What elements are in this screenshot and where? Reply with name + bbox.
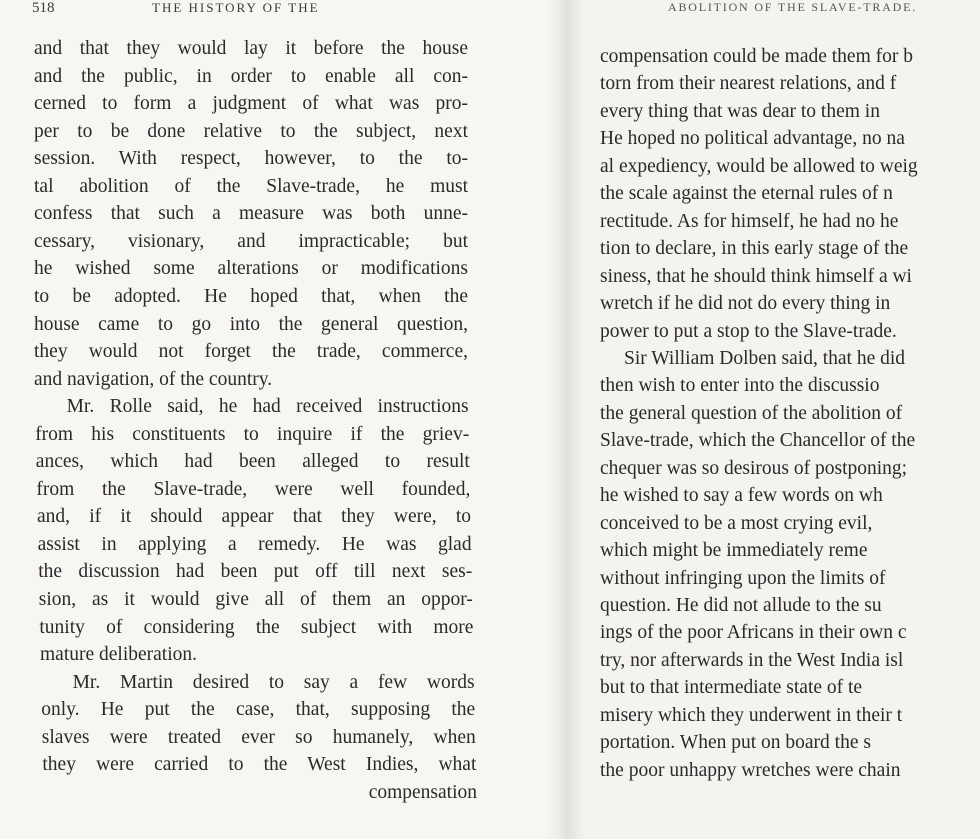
left-text-line: ances, which had been alleged to result [35,451,470,473]
left-text-line: and that they would lay it before the house [34,38,468,59]
left-text-line: slaves were treated ever so humanely, when [41,726,476,748]
left-text-line: and the public, in order to enable all con- [34,65,468,87]
left-text-line: from his constituents to inquire if the griev- [35,423,470,445]
right-text-line: compensation could be made them for b [600,46,913,67]
right-text-line: try, nor afterwards in the West India isl [600,649,904,671]
right-text-line: wretch if he did not do every thing in [600,293,891,315]
left-text-line: they would not forget the trade, commerce, [34,341,468,363]
page-number: 518 [32,0,55,16]
right-text-line: tion to declare, in this early stage of the [600,238,909,260]
running-head-left: THE HISTORY OF THE [152,0,320,15]
right-text-line: conceived to be a most crying evil, [600,512,873,534]
left-text-line: and, if it should appear that they were, to [37,506,471,528]
right-text-line: He hoped no political advantage, no na [600,128,905,150]
right-text-line: chequer was so desirous of postponing; [600,457,908,479]
right-text-line: which might be immediately reme [600,540,868,562]
right-text-line: the scale against the eternal rules of n [600,183,893,205]
left-text-line: and navigation, of the country. [34,368,273,390]
left-text-line: sion, as it would give all of them an oppor- [38,589,473,610]
right-text-line: the poor unhappy wretches were chain [600,759,901,781]
right-text-line: portation. When put on board the s [600,732,871,754]
left-text-line: cessary, visionary, and impracticable; but [34,230,468,252]
left-text-line: Mr. Martin desired to say a few words [72,671,475,693]
left-text-line: from the Slave-trade, were well founded, [36,478,471,500]
right-text-line: rectitude. As for himself, he had no he [600,210,899,232]
right-text-line: power to put a stop to the Slave-trade. [600,320,897,342]
right-text-line: Sir William Dolben said, that he did [624,347,906,369]
left-text-line: mature deliberation. [40,644,198,666]
right-text-line: question. He did not allude to the su [600,595,882,616]
left-text-line: session. With respect, however, to the to- [34,148,468,170]
right-text-line: without infringing upon the limits of [600,567,886,589]
left-text-line: only. He put the case, that, supposing the [41,699,476,721]
left-text-line: confess that such a measure was both unne- [34,203,468,225]
right-text-line: every thing that was dear to them in [600,100,880,122]
right-text-line: he wished to say a few words on wh [600,485,883,507]
left-text-line: assist in applying a remedy. He was glad [37,533,472,555]
left-text-line: cerned to form a judgment of what was pro- [34,93,468,115]
right-text-line: then wish to enter into the discussio [600,375,880,397]
left-text-line: house came to go into the general question, [34,313,468,335]
right-text-line: the general question of the abolition of [600,402,903,424]
left-text-line: he wished some alterations or modifications [34,258,468,280]
left-text-line: per to be done relative to the subject, next [34,120,468,142]
right-text-line: but to that intermediate state of te [600,677,863,699]
left-text-line: tunity of considering the subject with more [39,616,474,638]
left-text-line: they were carried to the West Indies, what [42,754,477,776]
left-text-line: compensation [368,781,477,803]
right-text-line: Slave-trade, which the Chancellor of the [600,430,916,452]
left-text-line: the discussion had been put off till next ses- [38,561,473,583]
right-text-line: torn from their nearest relations, and f [600,73,897,95]
right-text-line: al expediency, would be allowed to weig [600,155,918,177]
book-gutter [545,0,585,839]
running-head-right: ABOLITION OF THE SLAVE-TRADE. [668,0,918,14]
left-text-line: to be adopted. He hoped that, when the [34,285,468,307]
right-text-line: ings of the poor Africans in their own c [600,622,907,644]
right-text-line: siness, that he should think himself a wi [600,265,912,287]
left-text-line: Mr. Rolle said, he had received instructions [66,396,469,418]
right-text-line: misery which they underwent in their t [600,704,903,726]
left-text-line: tal abolition of the Slave-trade, he must [34,175,468,197]
